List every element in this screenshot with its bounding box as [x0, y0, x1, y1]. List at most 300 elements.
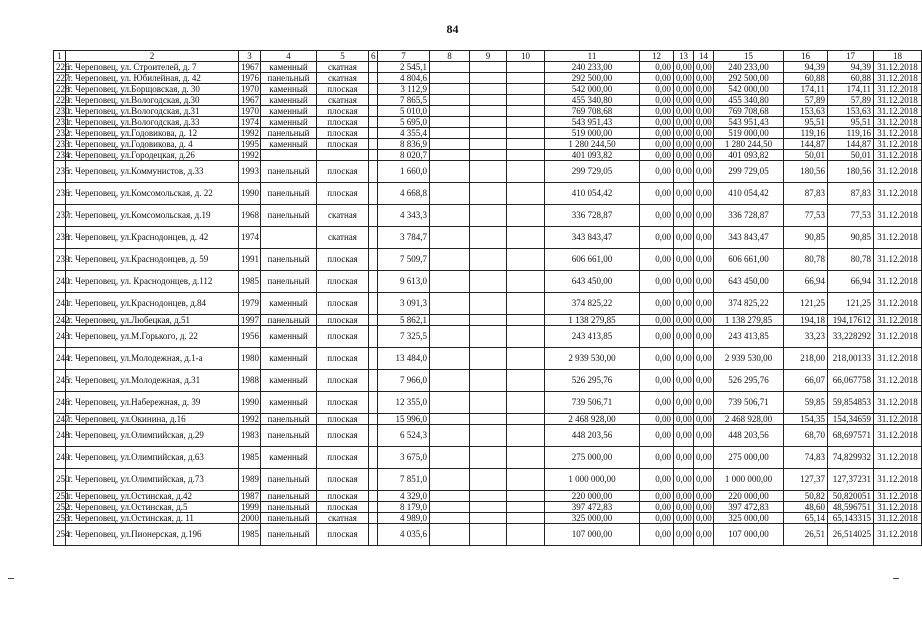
table-cell — [470, 84, 507, 95]
table-cell — [470, 73, 507, 84]
table-cell: 1974 — [239, 227, 261, 249]
table-cell: плоская — [317, 315, 369, 326]
table-cell: 343 843,47 — [714, 227, 784, 249]
table-cell — [430, 502, 470, 513]
table-cell: 0,00 — [694, 293, 714, 315]
table-cell — [430, 425, 470, 447]
table-cell: каменный — [261, 293, 317, 315]
table-cell — [430, 414, 470, 425]
edge-mark-left — [8, 578, 14, 579]
row-number: 237 — [54, 205, 66, 227]
header-cell: 7 — [378, 51, 430, 62]
table-row — [54, 491, 922, 502]
table-cell: 7 851,0 — [378, 469, 430, 491]
table-row — [54, 183, 922, 205]
table-cell — [430, 62, 470, 73]
row-number: 253 — [54, 513, 66, 524]
table-cell: 4 355,4 — [378, 128, 430, 139]
table-cell — [430, 150, 470, 161]
table-cell: 0,00 — [640, 348, 674, 370]
row-number: 252 — [54, 502, 66, 513]
table-cell: 0,00 — [694, 271, 714, 293]
table-cell: 0,00 — [694, 249, 714, 271]
table-cell: 1993 — [239, 161, 261, 183]
table-cell: панельный — [261, 249, 317, 271]
table-cell: 95,51 — [784, 117, 828, 128]
table-cell — [430, 139, 470, 150]
table-cell: каменный — [261, 370, 317, 392]
table-cell: каменный — [261, 139, 317, 150]
table-cell: 336 728,87 — [545, 205, 640, 227]
row-number: 250 — [54, 469, 66, 491]
table-cell — [369, 95, 378, 106]
table-cell — [261, 227, 317, 249]
table-cell: 77,53 — [828, 205, 874, 227]
table-cell: 1967 — [239, 62, 261, 73]
table-cell: 7 865,5 — [378, 95, 430, 106]
header-cell: 18 — [874, 51, 922, 62]
table-cell: 1990 — [239, 392, 261, 414]
table-cell: 0,00 — [640, 271, 674, 293]
table-cell — [369, 447, 378, 469]
table-cell: 0,00 — [694, 139, 714, 150]
table-cell: 240 233,00 — [545, 62, 640, 73]
table-row — [54, 425, 922, 447]
table-cell: каменный — [261, 95, 317, 106]
table-cell: 0,00 — [694, 513, 714, 524]
table-cell: 0,00 — [674, 414, 694, 425]
table-cell: каменный — [261, 348, 317, 370]
table-row — [54, 370, 922, 392]
table-cell: 50,01 — [784, 150, 828, 161]
table-cell: 543 951,43 — [545, 117, 640, 128]
table-cell: 0,00 — [674, 315, 694, 326]
row-number: 240 — [54, 271, 66, 293]
row-number: 233 — [54, 139, 66, 150]
table-cell: 66,94 — [784, 271, 828, 293]
table-cell — [430, 326, 470, 348]
table-cell: 2 545,1 — [378, 62, 430, 73]
table-cell: 1 660,0 — [378, 161, 430, 183]
table-cell: 0,00 — [674, 502, 694, 513]
table-cell: панельный — [261, 524, 317, 546]
table-cell — [430, 84, 470, 95]
table-cell: 0,00 — [640, 73, 674, 84]
table-cell: 1980 — [239, 348, 261, 370]
table-cell: 0,00 — [694, 106, 714, 117]
table-cell: 31.12.2018 — [874, 95, 922, 106]
table-cell: 0,00 — [640, 128, 674, 139]
table-cell: 0,00 — [694, 326, 714, 348]
table-cell: 769 708,68 — [545, 106, 640, 117]
table-cell: 606 661,00 — [545, 249, 640, 271]
table-cell: 4 035,6 — [378, 524, 430, 546]
table-cell: каменный — [261, 392, 317, 414]
table-row — [54, 271, 922, 293]
table-cell: 0,00 — [640, 293, 674, 315]
table-cell: 87,83 — [828, 183, 874, 205]
table-cell — [430, 315, 470, 326]
table-row — [54, 293, 922, 315]
address-cell: г. Череповец, ул.М.Горького, д. 22 — [66, 326, 239, 348]
table-cell: 0,00 — [674, 370, 694, 392]
table-cell: 0,00 — [694, 502, 714, 513]
address-cell: г. Череповец, ул.Коммунистов, д.33 — [66, 161, 239, 183]
table-cell: 6 524,3 — [378, 425, 430, 447]
table-cell: 31.12.2018 — [874, 392, 922, 414]
table-cell: 154,34659 — [828, 414, 874, 425]
row-number: 235 — [54, 161, 66, 183]
table-cell: 0,00 — [674, 106, 694, 117]
table-cell: 401 093,82 — [714, 150, 784, 161]
table-cell — [470, 392, 507, 414]
table-cell: 31.12.2018 — [874, 84, 922, 95]
table-cell — [430, 227, 470, 249]
table-cell: 68,70 — [784, 425, 828, 447]
table-cell — [470, 106, 507, 117]
table-cell: 8 020,7 — [378, 150, 430, 161]
table-cell — [507, 524, 545, 546]
table-cell: 0,00 — [694, 469, 714, 491]
table-cell: 542 000,00 — [545, 84, 640, 95]
address-cell: г. Череповец, ул.Пионерская, д.196 — [66, 524, 239, 546]
address-cell: г. Череповец, ул.Комсомольская, д. 22 — [66, 183, 239, 205]
table-cell: плоская — [317, 491, 369, 502]
address-cell: г. Череповец, ул.Годовикова, д. 4 — [66, 139, 239, 150]
table-cell — [507, 469, 545, 491]
table-cell: 292 500,00 — [714, 73, 784, 84]
table-cell — [369, 161, 378, 183]
table-cell — [470, 447, 507, 469]
table-cell: 1999 — [239, 502, 261, 513]
table-cell — [470, 249, 507, 271]
header-cell: 11 — [545, 51, 640, 62]
table-cell — [369, 117, 378, 128]
table-cell: 174,11 — [784, 84, 828, 95]
header-cell: 1 — [54, 51, 66, 62]
table-cell: 218,00 — [784, 348, 828, 370]
table-cell: 0,00 — [640, 62, 674, 73]
table-cell: 0,00 — [640, 150, 674, 161]
table-row — [54, 326, 922, 348]
row-number: 245 — [54, 370, 66, 392]
table-cell: 0,00 — [640, 425, 674, 447]
table-cell — [430, 128, 470, 139]
table-cell: 0,00 — [640, 84, 674, 95]
table-cell — [470, 117, 507, 128]
table-cell: 31.12.2018 — [874, 348, 922, 370]
row-number: 254 — [54, 524, 66, 546]
table-cell: 275 000,00 — [714, 447, 784, 469]
table-cell: панельный — [261, 502, 317, 513]
table-cell: 0,00 — [694, 491, 714, 502]
address-cell: г. Череповец, ул.Любецкая, д.51 — [66, 315, 239, 326]
table-cell — [430, 271, 470, 293]
table-cell — [430, 348, 470, 370]
table-cell: 299 729,05 — [545, 161, 640, 183]
table-cell: 1990 — [239, 183, 261, 205]
table-cell: 144,87 — [784, 139, 828, 150]
table-cell: 8 836,9 — [378, 139, 430, 150]
table-cell: 0,00 — [640, 106, 674, 117]
row-number: 241 — [54, 293, 66, 315]
address-cell: г. Череповец, ул.Остинская, д.42 — [66, 491, 239, 502]
table-cell: 343 843,47 — [545, 227, 640, 249]
table-cell — [507, 84, 545, 95]
table-row — [54, 117, 922, 128]
table-cell: 739 506,71 — [714, 392, 784, 414]
table-cell: 410 054,42 — [714, 183, 784, 205]
table-cell: 31.12.2018 — [874, 502, 922, 513]
header-cell: 15 — [714, 51, 784, 62]
table-cell: панельный — [261, 513, 317, 524]
table-cell: плоская — [317, 249, 369, 271]
table-cell: 7 966,0 — [378, 370, 430, 392]
table-row — [54, 513, 922, 524]
table-cell: 1967 — [239, 95, 261, 106]
table-cell — [507, 447, 545, 469]
table-cell: 0,00 — [674, 62, 694, 73]
table-cell: 68,697571 — [828, 425, 874, 447]
address-cell: г. Череповец, ул.Остинская, д. 11 — [66, 513, 239, 524]
table-cell: 31.12.2018 — [874, 293, 922, 315]
table-cell: 0,00 — [694, 370, 714, 392]
table-cell: 0,00 — [694, 392, 714, 414]
table-cell: плоская — [317, 502, 369, 513]
table-cell — [470, 271, 507, 293]
table-cell — [507, 62, 545, 73]
table-cell: 7 509,7 — [378, 249, 430, 271]
table-cell — [369, 502, 378, 513]
table-cell: 0,00 — [674, 392, 694, 414]
table-row — [54, 62, 922, 73]
table-cell: плоская — [317, 370, 369, 392]
table-cell: 0,00 — [674, 447, 694, 469]
table-cell — [430, 447, 470, 469]
table-cell — [507, 293, 545, 315]
table-cell: 121,25 — [828, 293, 874, 315]
table-cell: 0,00 — [640, 161, 674, 183]
table-row — [54, 95, 922, 106]
table-cell: 3 091,3 — [378, 293, 430, 315]
table-cell — [507, 227, 545, 249]
table-cell: 119,16 — [784, 128, 828, 139]
table-cell: 194,17612 — [828, 315, 874, 326]
table-cell: 243 413,85 — [545, 326, 640, 348]
table-cell: 31.12.2018 — [874, 447, 922, 469]
table-cell: 66,94 — [828, 271, 874, 293]
table-cell: 31.12.2018 — [874, 425, 922, 447]
table-cell: 12 355,0 — [378, 392, 430, 414]
table-cell: 0,00 — [674, 524, 694, 546]
table-cell: 769 708,68 — [714, 106, 784, 117]
table-cell: 1968 — [239, 205, 261, 227]
row-number: 234 — [54, 150, 66, 161]
table-cell: 31.12.2018 — [874, 513, 922, 524]
table-cell — [369, 84, 378, 95]
table-cell: 31.12.2018 — [874, 227, 922, 249]
table-cell — [470, 95, 507, 106]
table-cell — [369, 205, 378, 227]
table-cell — [430, 293, 470, 315]
table-cell: 1997 — [239, 315, 261, 326]
table-cell — [317, 150, 369, 161]
address-cell: г. Череповец, ул.Городецкая, д.26 — [66, 150, 239, 161]
table-cell: 0,00 — [674, 425, 694, 447]
table-cell — [507, 370, 545, 392]
table-cell: 0,00 — [694, 95, 714, 106]
table-cell: 397 472,83 — [714, 502, 784, 513]
table-cell: 3 675,0 — [378, 447, 430, 469]
table-cell: 220 000,00 — [545, 491, 640, 502]
table-cell — [507, 73, 545, 84]
table-cell: каменный — [261, 62, 317, 73]
table-cell — [470, 502, 507, 513]
table-cell: 1974 — [239, 117, 261, 128]
table-cell: 95,51 — [828, 117, 874, 128]
table-cell: 1992 — [239, 414, 261, 425]
address-cell: г. Череповец, ул.Окинина, д.16 — [66, 414, 239, 425]
table-cell — [430, 491, 470, 502]
table-cell: 31.12.2018 — [874, 271, 922, 293]
table-cell — [430, 392, 470, 414]
table-cell: 2000 — [239, 513, 261, 524]
table-cell — [430, 106, 470, 117]
table-cell — [470, 524, 507, 546]
table-cell: каменный — [261, 117, 317, 128]
table-cell: 1983 — [239, 425, 261, 447]
table-cell: 1970 — [239, 84, 261, 95]
address-cell: г. Череповец, ул.Борщовская, д. 30 — [66, 84, 239, 95]
address-cell: г. Череповец, ул.Остинская, д.5 — [66, 502, 239, 513]
table-cell: 31.12.2018 — [874, 139, 922, 150]
table-cell: 0,00 — [674, 293, 694, 315]
table-cell: 0,00 — [694, 150, 714, 161]
table-cell: 31.12.2018 — [874, 249, 922, 271]
table-cell: 1 138 279,85 — [545, 315, 640, 326]
table-row — [54, 84, 922, 95]
table-cell — [430, 73, 470, 84]
table-cell: 0,00 — [694, 205, 714, 227]
table-cell: 31.12.2018 — [874, 315, 922, 326]
table-cell: плоская — [317, 161, 369, 183]
address-cell: г. Череповец, ул.Олимпийская, д.63 — [66, 447, 239, 469]
table-cell: 1995 — [239, 139, 261, 150]
table-cell: 0,00 — [640, 139, 674, 150]
table-cell: 2 939 530,00 — [545, 348, 640, 370]
table-cell: скатная — [317, 227, 369, 249]
address-cell: г. Череповец, ул. Юбилейная, д. 42 — [66, 73, 239, 84]
table-cell: 33,23 — [784, 326, 828, 348]
table-cell: 80,78 — [828, 249, 874, 271]
row-number: 227 — [54, 73, 66, 84]
table-row — [54, 447, 922, 469]
table-cell — [470, 150, 507, 161]
table-cell — [369, 183, 378, 205]
address-cell: г. Череповец, ул.Олимпийская, д.29 — [66, 425, 239, 447]
table-cell — [470, 370, 507, 392]
table-cell: 50,82 — [784, 491, 828, 502]
table-cell: 397 472,83 — [545, 502, 640, 513]
table-cell: 0,00 — [674, 513, 694, 524]
table-cell — [507, 271, 545, 293]
table-cell — [369, 513, 378, 524]
table-cell: 26,514025 — [828, 524, 874, 546]
table-cell: 5 862,1 — [378, 315, 430, 326]
table-cell: 5 695,0 — [378, 117, 430, 128]
table-cell: 31.12.2018 — [874, 73, 922, 84]
table-cell: 220 000,00 — [714, 491, 784, 502]
table-row — [54, 315, 922, 326]
table-cell: 87,83 — [784, 183, 828, 205]
table-cell: 31.12.2018 — [874, 326, 922, 348]
table-cell — [430, 183, 470, 205]
row-number: 239 — [54, 249, 66, 271]
header-cell: 10 — [507, 51, 545, 62]
table-cell: 127,37 — [784, 469, 828, 491]
header-cell: 17 — [828, 51, 874, 62]
table-cell: 60,88 — [784, 73, 828, 84]
address-cell: г. Череповец, ул.Краснодонцев, д. 59 — [66, 249, 239, 271]
table-cell: плоская — [317, 106, 369, 117]
table-row — [54, 524, 922, 546]
table-cell: 1992 — [239, 150, 261, 161]
table-cell — [507, 425, 545, 447]
table-cell — [369, 414, 378, 425]
header-cell: 9 — [470, 51, 507, 62]
table-cell: 31.12.2018 — [874, 469, 922, 491]
table-cell: 127,37231 — [828, 469, 874, 491]
table-row — [54, 469, 922, 491]
table-cell: 0,00 — [694, 447, 714, 469]
header-cell: 5 — [317, 51, 369, 62]
table-cell: 0,00 — [640, 117, 674, 128]
table-row — [54, 128, 922, 139]
table-cell: 31.12.2018 — [874, 524, 922, 546]
table-cell: плоская — [317, 348, 369, 370]
table-cell: 1985 — [239, 447, 261, 469]
table-cell: 1985 — [239, 271, 261, 293]
table-cell: 31.12.2018 — [874, 491, 922, 502]
table-cell: 107 000,00 — [714, 524, 784, 546]
table-cell: 0,00 — [640, 370, 674, 392]
address-cell: г. Череповец, ул. Краснодонцев, д.112 — [66, 271, 239, 293]
table-cell — [369, 348, 378, 370]
table-cell: плоская — [317, 392, 369, 414]
table-cell: 0,00 — [640, 524, 674, 546]
page-number: 84 — [446, 22, 459, 36]
table-cell: каменный — [261, 326, 317, 348]
table-cell: 4 989,0 — [378, 513, 430, 524]
table-cell: 0,00 — [640, 249, 674, 271]
table-cell: 410 054,42 — [545, 183, 640, 205]
table-cell: 13 484,0 — [378, 348, 430, 370]
table-cell: 0,00 — [640, 392, 674, 414]
table-cell — [430, 161, 470, 183]
table-cell: 7 325,5 — [378, 326, 430, 348]
edge-mark-right — [893, 578, 899, 579]
table-cell: 31.12.2018 — [874, 106, 922, 117]
table-cell: 3 112,9 — [378, 84, 430, 95]
table-cell: плоская — [317, 139, 369, 150]
table-cell: 0,00 — [674, 469, 694, 491]
address-cell: г. Череповец, ул.Краснодонцев, д. 42 — [66, 227, 239, 249]
table-cell: 243 413,85 — [714, 326, 784, 348]
table-row — [54, 249, 922, 271]
table-cell — [470, 161, 507, 183]
table-cell: 180,56 — [828, 161, 874, 183]
table-cell: 0,00 — [674, 271, 694, 293]
